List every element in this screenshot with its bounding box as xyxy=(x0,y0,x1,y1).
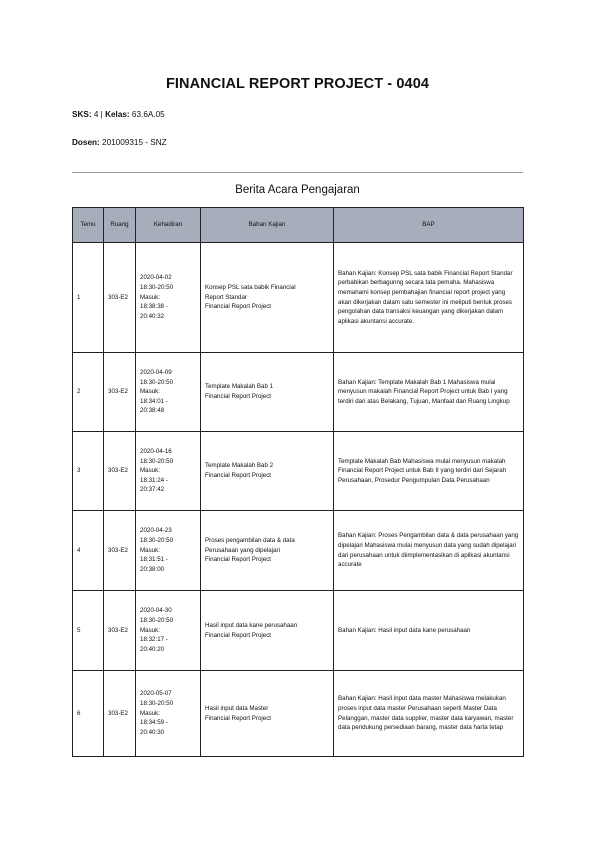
sks-label: SKS: xyxy=(72,110,92,119)
table-body xyxy=(73,243,524,757)
bahan-line: Financial Report Project xyxy=(205,556,272,564)
table-row xyxy=(73,353,524,432)
kehadiran-line: 18:30-20:50 xyxy=(140,284,174,292)
cell-bahan-kajian xyxy=(201,511,334,591)
table-row xyxy=(73,432,524,511)
dosen-label: Dosen: xyxy=(72,138,100,147)
kelas-label: Kelas: xyxy=(105,110,130,119)
cell-kehadiran xyxy=(136,591,201,671)
cell-temu: 6 xyxy=(73,671,104,757)
kehadiran-line: 20:38:48 xyxy=(140,407,165,415)
cell-kehadiran xyxy=(136,511,201,591)
cell-ruang: 303-E2 xyxy=(104,671,136,757)
table-header-row xyxy=(73,208,524,243)
course-meta xyxy=(72,110,165,119)
kehadiran-line: Masuk: xyxy=(140,293,160,301)
bahan-line: Financial Report Project xyxy=(205,393,272,400)
table-row xyxy=(73,591,524,671)
bap-table xyxy=(72,207,524,757)
kehadiran-line: 20:40:20 xyxy=(140,645,165,653)
bahan-line: Financial Report Project xyxy=(205,631,272,639)
divider xyxy=(72,172,523,173)
kehadiran-line: Masuk: xyxy=(140,709,160,717)
kehadiran-line: 2020-04-16 xyxy=(140,447,172,455)
sks-value: 4 | xyxy=(91,110,106,119)
kehadiran-line: 18:30-20:50 xyxy=(140,537,174,545)
kehadiran-line: 2020-04-09 xyxy=(140,368,172,376)
header-bahan-kajian: Bahan Kajian xyxy=(201,208,334,243)
cell-bap: Bahan Kajian: Template Makalah Bab 1 Mahasiswa mulai menyusun makalah Financial Report Project untuk Bab I yang terdiri dari atas Belakang, Tujuan, Manfaat dan Ruang Lingkup xyxy=(334,353,524,432)
kehadiran-line: 2020-04-02 xyxy=(140,274,172,282)
kehadiran-line: 18:30-20:50 xyxy=(140,457,174,465)
cell-kehadiran xyxy=(136,671,201,757)
kehadiran-line: 18:30-20:50 xyxy=(140,700,174,708)
cell-temu: 4 xyxy=(73,511,104,591)
header-ruang: Ruang xyxy=(104,208,136,243)
cell-bahan-kajian xyxy=(201,591,334,671)
kehadiran-line: 18:30-20:50 xyxy=(140,617,174,625)
bahan-line: Template Makalah Bab 2 xyxy=(205,462,274,470)
kehadiran-line: Masuk: xyxy=(140,388,160,396)
cell-temu: 3 xyxy=(73,432,104,511)
bahan-line: Proses pengambilan data & data xyxy=(205,537,295,545)
cell-temu: 2 xyxy=(73,353,104,432)
bahan-line: Financial Report Project xyxy=(205,472,272,479)
table-row xyxy=(73,243,524,353)
cell-bap: Bahan Kajian: Konsep PSL sata babik Financial Report Standar perbabikan berbagunng secara tata pemaha. Mahasiswa memahami konsep pembahajian financial report project yang akan dikerjakan dalam satu semester ini meliputi bentuk proses pengolahan data transaksi keuangan yang dikerjakan dalam aplikasi akuntansi accurate. xyxy=(334,243,524,353)
kehadiran-line: Masuk: xyxy=(140,546,160,554)
bahan-line: Hasil input data Master xyxy=(205,704,269,712)
cell-bahan-kajian xyxy=(201,243,334,353)
cell-temu: 1 xyxy=(73,243,104,353)
table-row xyxy=(73,671,524,757)
cell-bahan-kajian xyxy=(201,432,334,511)
cell-bahan-kajian xyxy=(201,671,334,757)
bahan-line: Hasil input data kane perusahaan xyxy=(205,621,298,629)
table-row xyxy=(73,511,524,591)
kelas-value: 63.6A.05 xyxy=(129,110,165,119)
kehadiran-line: 2020-05-07 xyxy=(140,690,172,698)
cell-kehadiran xyxy=(136,353,201,432)
cell-ruang: 303-E2 xyxy=(104,511,136,591)
cell-bap: Bahan Kajian: Proses Pengambilan data & data perusahaan yang dipelajari Mahasiswa mulai menyusun data yang sudah dipelajari dari perusahaan untuk diimplementasikan di aplikasi akuntansi accurate xyxy=(334,511,524,591)
kehadiran-line: Masuk: xyxy=(140,626,160,634)
cell-bap: Template Makalah Bab Mahasiswa mulai menyusun makalah Financial Report Project untuk Bab II yang terdiri dari Sejarah Perusahaan, Prosedur Pengumpulan Data Perusahaan xyxy=(334,432,524,511)
kehadiran-line: 20:37:42 xyxy=(140,486,165,494)
dosen-value: 201009315 - SNZ xyxy=(99,138,167,147)
cell-temu: 5 xyxy=(73,591,104,671)
kehadiran-line: 20:40:32 xyxy=(140,312,165,320)
cell-ruang: 303-E2 xyxy=(104,591,136,671)
kehadiran-line: 18:34:59 - xyxy=(140,719,168,727)
bahan-line: Konsep PSL sata babik Financial xyxy=(205,284,296,292)
kehadiran-line: 2020-04-23 xyxy=(140,527,172,535)
kehadiran-line: 2020-04-30 xyxy=(140,607,172,615)
kehadiran-line: 18:38:38 - xyxy=(140,303,168,311)
cell-ruang: 303-E2 xyxy=(104,353,136,432)
bahan-line: Template Makalah Bab 1 xyxy=(205,383,274,391)
kehadiran-line: 18:31:24 - xyxy=(140,476,168,484)
page-title: FINANCIAL REPORT PROJECT - 0404 xyxy=(165,76,430,92)
kehadiran-line: 18:32:17 - xyxy=(140,636,168,644)
kehadiran-line: 20:40:30 xyxy=(140,728,165,736)
cell-bap: Bahan Kajian: Hasil input data master Mahasiswa melakukan proses input data master Perusahaan seperti Master Data Pelanggan, master data supplier, master data karyawan, master data pendukung persediaan barang, master data harta tetap xyxy=(334,671,524,757)
cell-ruang: 303-E2 xyxy=(104,243,136,353)
kehadiran-line: 18:31:51 - xyxy=(140,556,168,564)
bahan-line: Financial Report Project xyxy=(205,714,272,722)
header-kehadiran: Kehadiran xyxy=(136,208,201,243)
bahan-line: Perusahaan yang dipelajari xyxy=(205,546,280,554)
kehadiran-line: 18:34:01 - xyxy=(140,397,168,405)
header-bap: BAP xyxy=(334,208,524,243)
section-title: Berita Acara Pengajaran xyxy=(235,184,360,196)
cell-kehadiran xyxy=(136,243,201,353)
cell-ruang: 303-E2 xyxy=(104,432,136,511)
header-temu: Temu xyxy=(73,208,104,243)
lecturer-meta xyxy=(72,138,167,147)
kehadiran-line: 18:30-20:50 xyxy=(140,378,174,386)
cell-bap: Bahan Kajian: Hasil input data kane perusahaan xyxy=(334,591,524,671)
kehadiran-line: Masuk: xyxy=(140,467,160,475)
bahan-line: Report Standar xyxy=(205,293,247,301)
bahan-line: Financial Report Project xyxy=(205,303,272,311)
cell-kehadiran xyxy=(136,432,201,511)
cell-bahan-kajian xyxy=(201,353,334,432)
kehadiran-line: 20:38:00 xyxy=(140,565,165,573)
